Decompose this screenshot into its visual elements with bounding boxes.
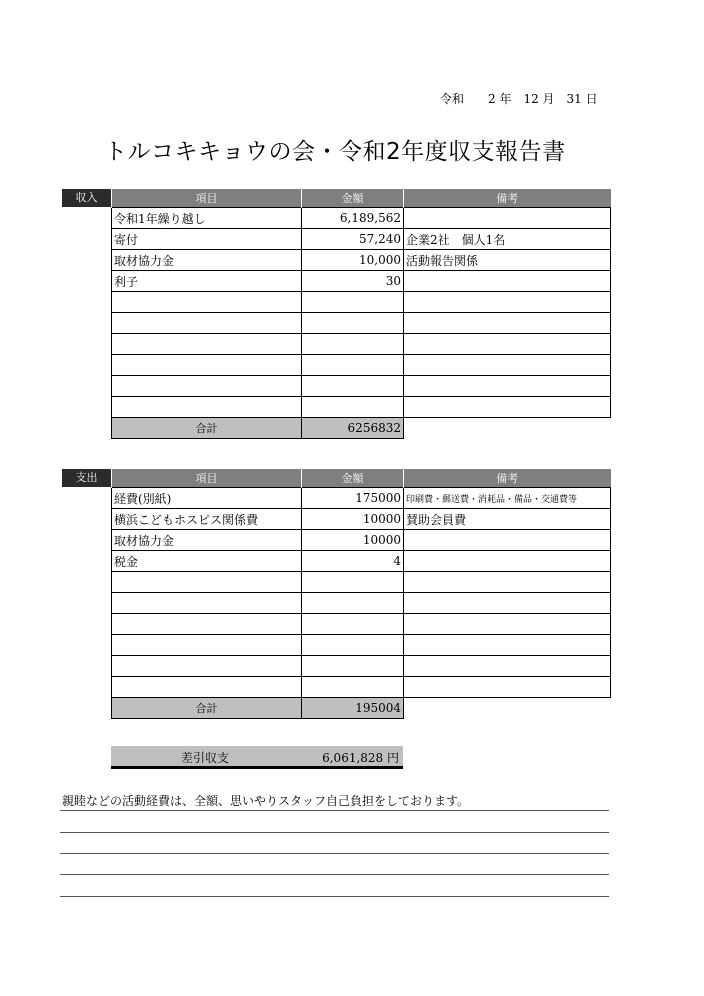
expense-note-cell — [404, 530, 611, 551]
income-row — [112, 355, 611, 376]
income-total-blank — [404, 418, 611, 439]
expense-row — [112, 656, 611, 677]
balance-value: 6,061,828 円 — [322, 751, 399, 765]
income-row — [112, 250, 611, 271]
income-row — [112, 208, 611, 229]
income-note-cell — [404, 376, 611, 397]
expense-item-cell: 横浜こどもホスピス関係費 — [112, 509, 302, 530]
expense-item-cell — [112, 572, 302, 593]
income-header-item: 項目 — [112, 189, 302, 208]
expense-amount-cell — [302, 593, 404, 614]
expense-note-cell — [404, 635, 611, 656]
expense-note-cell — [404, 656, 611, 677]
expense-amount-cell — [302, 614, 404, 635]
balance-label: 差引収支 — [181, 751, 230, 765]
expense-item-cell — [112, 656, 302, 677]
income-table — [111, 189, 611, 439]
income-row — [112, 229, 611, 250]
income-amount-cell: 57,240 — [302, 229, 404, 250]
expense-row — [112, 509, 611, 530]
income-amount-cell: 30 — [302, 271, 404, 292]
income-item-cell — [112, 334, 302, 355]
income-item-cell — [112, 313, 302, 334]
income-note-cell — [404, 271, 611, 292]
expense-amount-cell — [302, 572, 404, 593]
income-item-cell — [112, 376, 302, 397]
income-row — [112, 334, 611, 355]
remark-text: 親睦などの活動経費は、全額、思いやりスタッフ自己負担をしております。 — [62, 794, 470, 808]
income-amount-cell — [302, 334, 404, 355]
income-item-cell: 取材協力金 — [112, 250, 302, 271]
income-note-cell — [404, 313, 611, 334]
expense-note-cell: 印刷費・郵送費・消耗品・備品・交通費等 — [404, 488, 611, 509]
report-date: 令和 2 年 12 月 31 日 — [440, 92, 598, 106]
expense-row — [112, 530, 611, 551]
income-note-cell — [404, 334, 611, 355]
expense-item-cell — [112, 635, 302, 656]
expense-item-cell — [112, 593, 302, 614]
expense-note-cell — [404, 572, 611, 593]
income-amount-cell — [302, 292, 404, 313]
expense-amount-cell: 175000 — [302, 488, 404, 509]
expense-note-cell — [404, 593, 611, 614]
expense-total-label: 合計 — [112, 698, 302, 719]
expense-row — [112, 614, 611, 635]
income-item-cell: 利子 — [112, 271, 302, 292]
expense-row — [112, 488, 611, 509]
expense-section-label: 支出 — [62, 469, 111, 487]
expense-row — [112, 572, 611, 593]
expense-total-value: 195004 — [302, 698, 404, 719]
expense-note-cell — [404, 551, 611, 572]
expense-item-cell: 税金 — [112, 551, 302, 572]
remark-line — [60, 832, 609, 833]
remark-line — [60, 896, 609, 897]
expense-item-cell — [112, 614, 302, 635]
income-amount-cell: 6,189,562 — [302, 208, 404, 229]
income-header-note: 備考 — [404, 189, 611, 208]
income-header-amount: 金額 — [302, 189, 404, 208]
remark-line — [60, 853, 609, 854]
income-amount-cell: 10,000 — [302, 250, 404, 271]
expense-total-blank — [404, 698, 611, 719]
expense-row — [112, 593, 611, 614]
expense-row — [112, 551, 611, 572]
expense-amount-cell — [302, 677, 404, 698]
income-row — [112, 313, 611, 334]
expense-table — [111, 469, 611, 719]
income-amount-cell — [302, 376, 404, 397]
income-amount-cell — [302, 355, 404, 376]
income-note-cell — [404, 355, 611, 376]
expense-amount-cell: 10000 — [302, 530, 404, 551]
income-row — [112, 397, 611, 418]
expense-note-cell — [404, 677, 611, 698]
expense-row — [112, 635, 611, 656]
income-total-label: 合計 — [112, 418, 302, 439]
expense-item-cell — [112, 677, 302, 698]
income-item-cell — [112, 397, 302, 418]
expense-item-cell: 経費(別紙) — [112, 488, 302, 509]
income-note-cell: 活動報告関係 — [404, 250, 611, 271]
expense-header-item: 項目 — [112, 469, 302, 488]
income-item-cell — [112, 292, 302, 313]
income-row — [112, 376, 611, 397]
expense-amount-cell — [302, 656, 404, 677]
expense-row — [112, 677, 611, 698]
income-amount-cell — [302, 397, 404, 418]
income-amount-cell — [302, 313, 404, 334]
income-note-cell: 企業2社 個人1名 — [404, 229, 611, 250]
expense-note-cell — [404, 614, 611, 635]
expense-amount-cell: 4 — [302, 551, 404, 572]
expense-amount-cell — [302, 635, 404, 656]
expense-header-note: 備考 — [404, 469, 611, 488]
income-item-cell: 令和1年繰り越し — [112, 208, 302, 229]
remark-line — [60, 874, 609, 875]
balance-box — [111, 746, 403, 769]
income-item-cell — [112, 355, 302, 376]
remark-line — [60, 810, 609, 811]
page-title: トルコキキョウの会・令和2年度収支報告書 — [104, 139, 566, 165]
income-section-label: 収入 — [62, 189, 111, 207]
expense-note-cell: 賛助会員費 — [404, 509, 611, 530]
income-total-value: 6256832 — [302, 418, 404, 439]
expense-header-amount: 金額 — [302, 469, 404, 488]
income-row — [112, 292, 611, 313]
income-note-cell — [404, 397, 611, 418]
income-note-cell — [404, 208, 611, 229]
expense-amount-cell: 10000 — [302, 509, 404, 530]
income-note-cell — [404, 292, 611, 313]
expense-item-cell: 取材協力金 — [112, 530, 302, 551]
income-row — [112, 271, 611, 292]
income-item-cell: 寄付 — [112, 229, 302, 250]
